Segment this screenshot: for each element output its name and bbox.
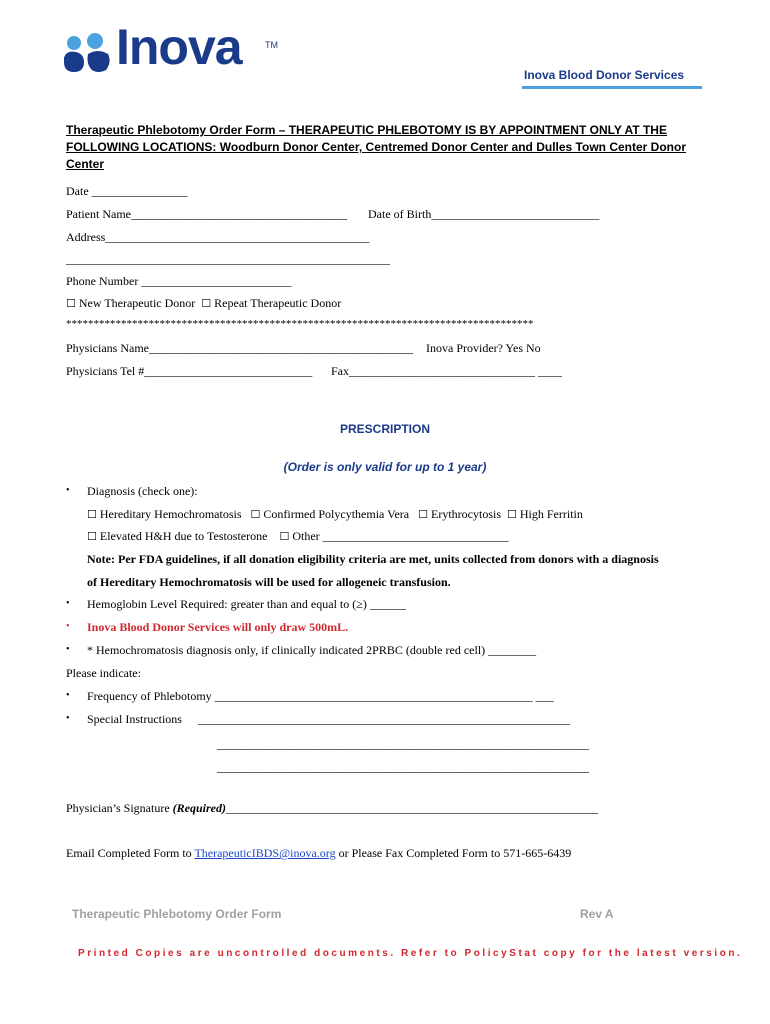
fda-note-line1: Note: Per FDA guidelines, if all donation eligibility criteria are met, units collected from donors with a diagnosis — [87, 552, 659, 566]
diagnosis-option: Confirmed Polycythemia Vera — [263, 507, 410, 521]
phone-number-field[interactable]: Phone Number _________________________ — [66, 274, 292, 288]
signature-required: (Required) — [172, 801, 226, 815]
diagnosis-label: Diagnosis (check one): — [87, 484, 198, 498]
bullet-icon: • — [66, 485, 70, 496]
frequency-field[interactable]: Frequency of Phlebotomy _____________________________________________________ ___ — [87, 689, 554, 703]
signature-field[interactable]: ______________________________________________________________ — [226, 801, 598, 815]
donor-type-row — [66, 296, 341, 311]
bullet-icon: • — [66, 644, 70, 655]
prescription-validity-note: (Order is only valid for up to 1 year) — [283, 460, 487, 474]
diagnosis-options-row1 — [87, 507, 583, 522]
fax-field[interactable]: Fax_______________________________ ____ — [331, 364, 562, 378]
address-field-line2[interactable]: ______________________________________________________ — [66, 252, 390, 266]
email-prefix: Email Completed Form to — [66, 846, 195, 860]
section-divider: ************************************************************************************* — [66, 318, 534, 330]
diagnosis-option: Elevated H&H due to Testosterone — [99, 529, 268, 543]
fda-note-line2: of Hereditary Hemochromatosis will be used for allogeneic transfusion. — [87, 575, 451, 589]
hemoglobin-field[interactable]: Hemoglobin Level Required: greater than and equal to (≥) ______ — [87, 597, 406, 611]
logo-trademark: TM — [265, 40, 278, 50]
special-instructions-field-line3[interactable]: ______________________________________________________________ — [217, 760, 589, 774]
draw-limit-notice: Inova Blood Donor Services will only draw 500mL. — [87, 620, 349, 634]
submission-instructions — [66, 846, 571, 861]
please-indicate-label: Please indicate: — [66, 666, 141, 680]
department-name: Inova Blood Donor Services — [524, 68, 685, 82]
physician-tel-field[interactable]: Physicians Tel #____________________________ — [66, 364, 313, 378]
diagnosis-checkbox[interactable]: ☐ — [418, 508, 428, 521]
date-field[interactable]: Date ________________ — [66, 184, 188, 198]
diagnosis-option: High Ferritin — [519, 507, 583, 521]
footer-uncontrolled-note: Printed Copies are uncontrolled documents. Refer to PolicyStat copy for the latest version. — [78, 948, 743, 959]
bullet-icon: • — [66, 621, 70, 632]
new-donor-checkbox[interactable]: ☐ — [66, 297, 76, 310]
special-instructions-field-line2[interactable]: ______________________________________________________________ — [217, 737, 589, 751]
footer-form-name: Therapeutic Phlebotomy Order Form — [72, 907, 282, 921]
prescription-title: PRESCRIPTION — [339, 422, 430, 436]
special-instructions-field[interactable]: ______________________________________________________________ — [198, 712, 570, 726]
new-donor-label: New Therapeutic Donor — [78, 296, 196, 310]
hemochromatosis-field[interactable]: * Hemochromatosis diagnosis only, if clinically indicated 2PRBC (double red cell) ________ — [87, 643, 537, 657]
department-rule — [522, 86, 702, 89]
physician-name-field[interactable]: Physicians Name____________________________________________ — [66, 341, 413, 355]
email-suffix: or Please Fax Completed Form to 571-665-6439 — [335, 846, 572, 860]
bullet-icon: • — [66, 598, 70, 609]
inova-provider-question[interactable]: Inova Provider? Yes No — [426, 341, 541, 355]
repeat-donor-label: Repeat Therapeutic Donor — [214, 296, 342, 310]
bullet-icon: • — [66, 690, 70, 701]
patient-name-field[interactable]: Patient Name____________________________________ — [66, 207, 347, 221]
repeat-donor-checkbox[interactable]: ☐ — [201, 297, 212, 310]
footer-revision: Rev A — [580, 907, 614, 921]
signature-label: Physician’s Signature — [66, 801, 173, 815]
diagnosis-option: Erythrocytosis — [431, 507, 501, 521]
diagnosis-checkbox[interactable]: ☐ — [507, 508, 517, 521]
inova-logo-icon — [62, 32, 112, 74]
date-of-birth-field[interactable]: Date of Birth____________________________ — [368, 207, 600, 221]
physician-signature-row — [66, 801, 598, 816]
email-link[interactable]: TherapeuticIBDS@inova.org — [194, 846, 336, 860]
diagnosis-checkbox[interactable]: ☐ — [87, 508, 97, 521]
diagnosis-options-row2 — [87, 529, 509, 544]
diagnosis-checkbox[interactable]: ☐ — [87, 530, 97, 543]
address-field[interactable]: Address____________________________________________ — [66, 230, 370, 244]
form-heading: Therapeutic Phlebotomy Order Form – THERAPEUTIC PHLEBOTOMY IS BY APPOINTMENT ONLY AT THE FOLLOWING LOCATIONS: Woodburn Donor Center, Centremed Donor Center and Dulles Town Center Donor Center — [66, 123, 686, 171]
logo-text: Inova — [116, 19, 242, 75]
special-instructions-label: Special Instructions — [87, 712, 182, 726]
diagnosis-option-other[interactable]: Other _______________________________ — [292, 529, 509, 543]
diagnosis-checkbox[interactable]: ☐ — [250, 508, 261, 521]
diagnosis-option: Hereditary Hemochromatosis — [99, 507, 242, 521]
bullet-icon: • — [66, 713, 70, 724]
diagnosis-checkbox[interactable]: ☐ — [279, 530, 290, 543]
